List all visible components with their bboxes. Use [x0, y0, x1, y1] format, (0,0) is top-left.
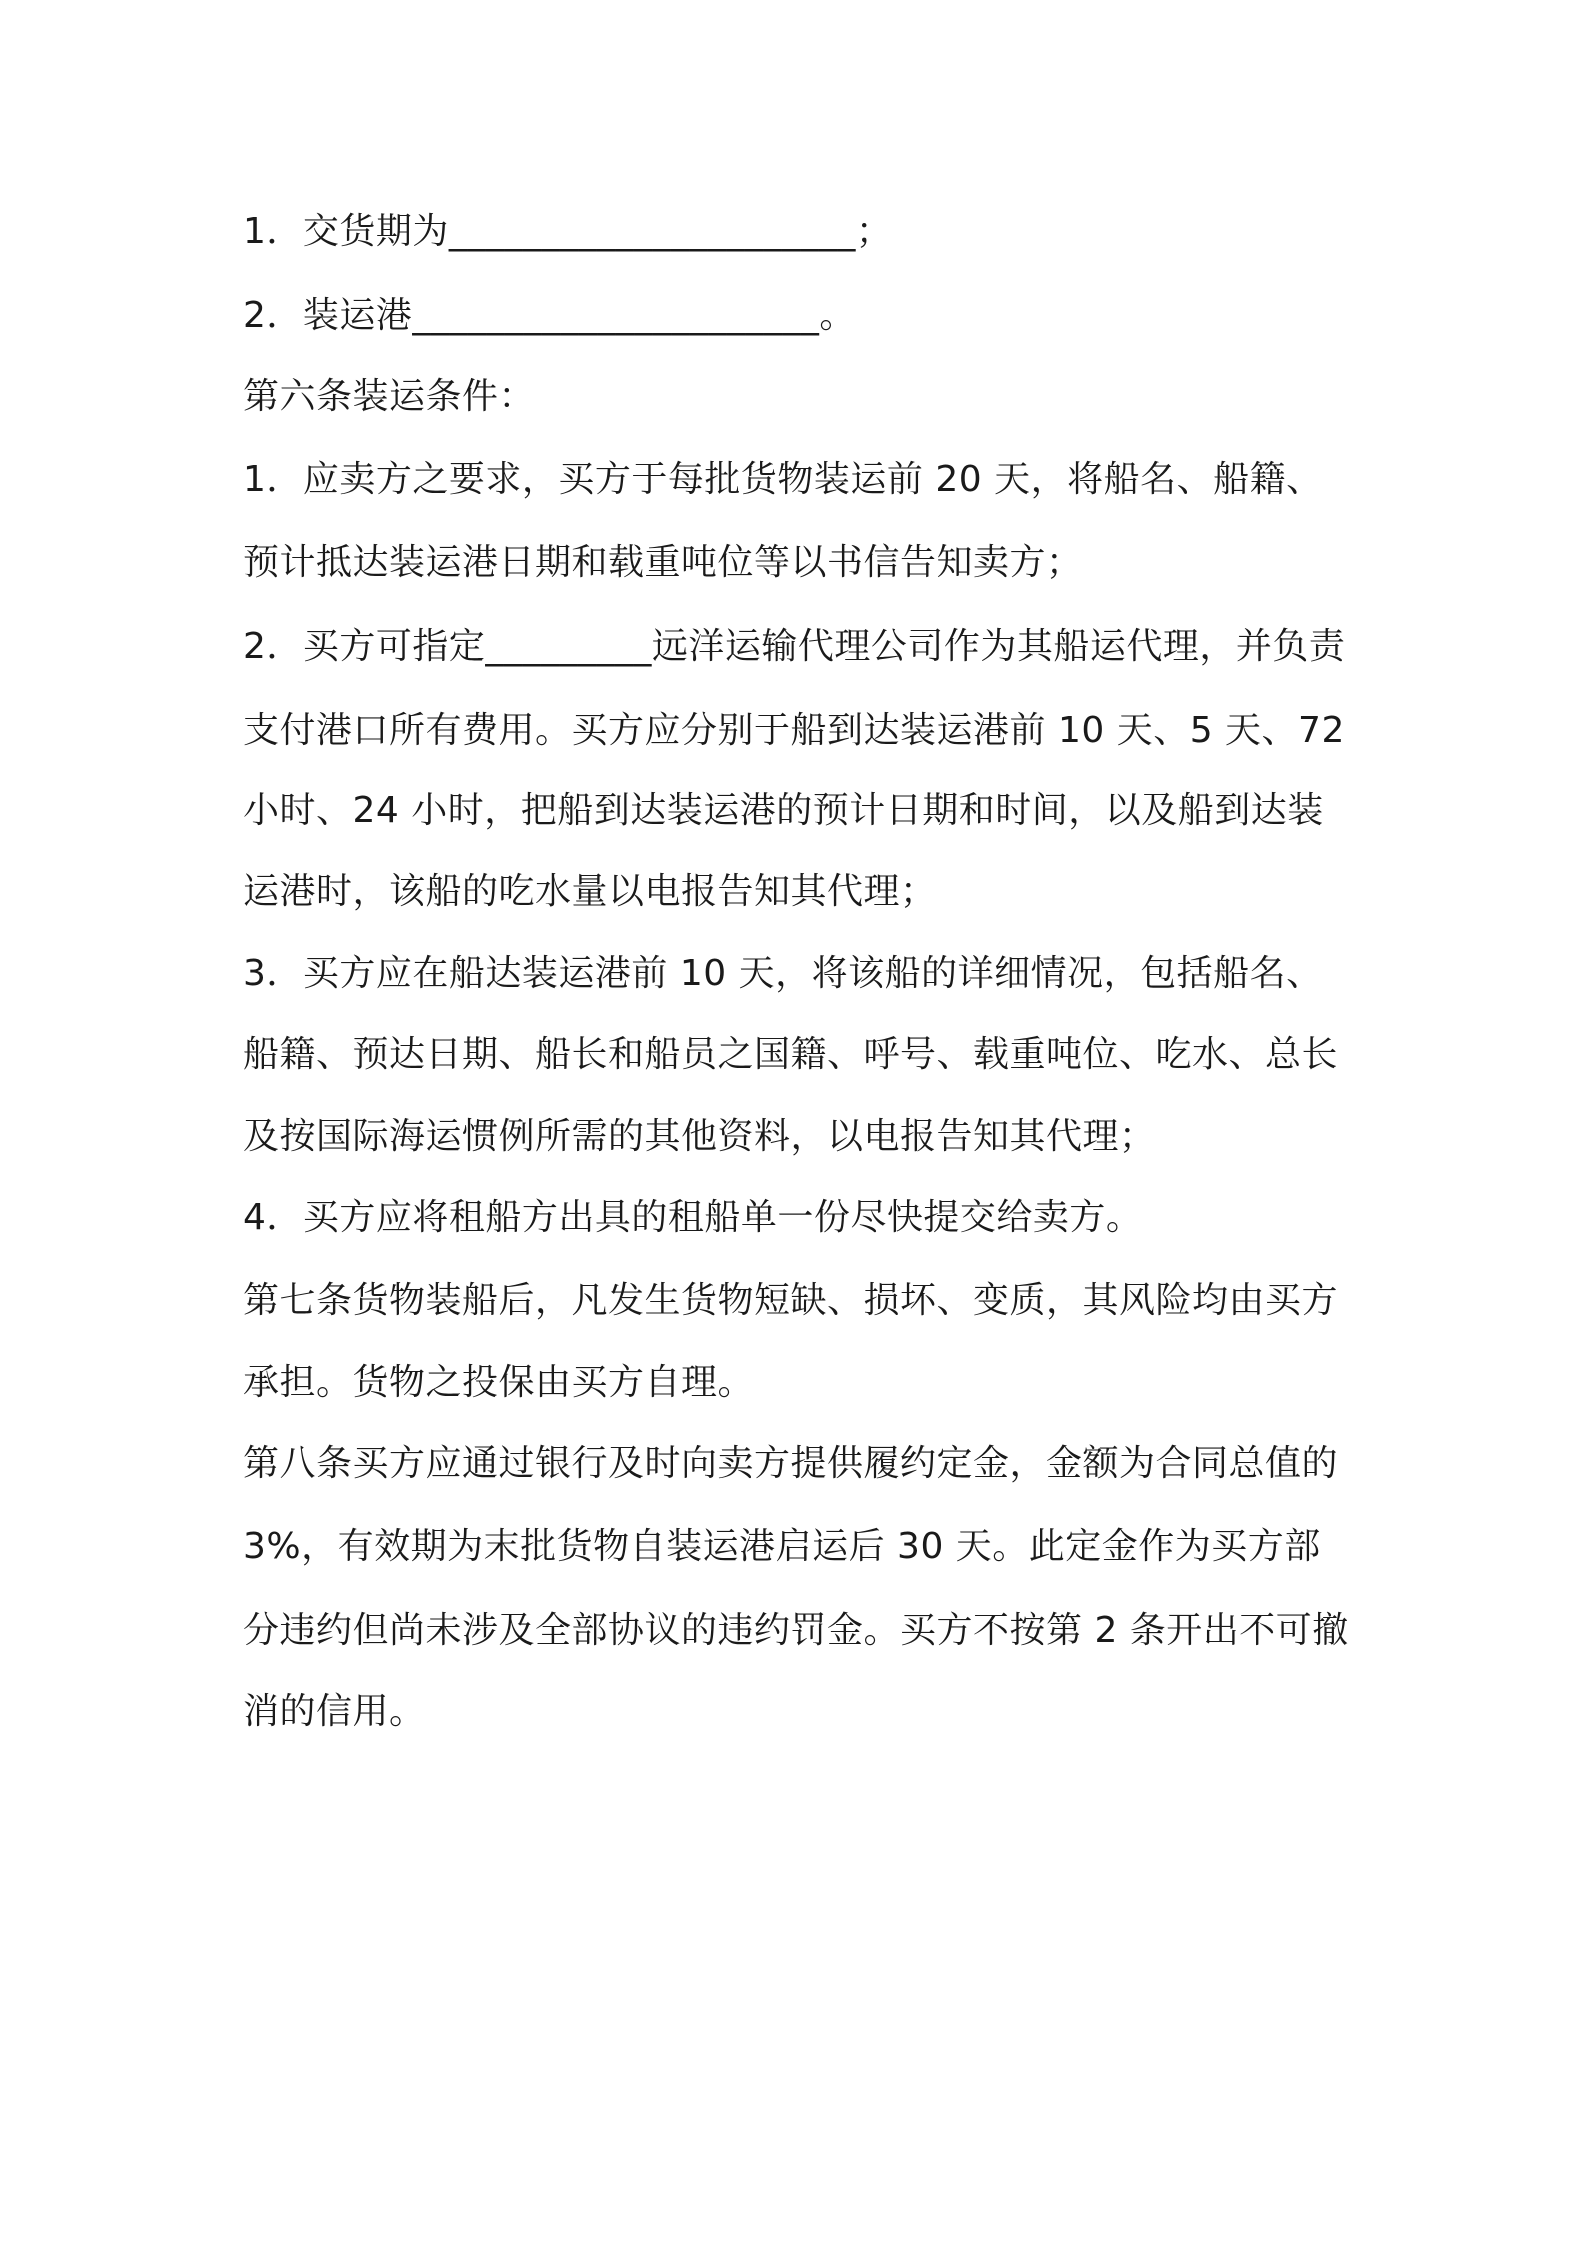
- clause-line: 支付港口所有费用。买方应分别于船到达装运港前 10 天、5 天、72: [243, 710, 1345, 751]
- clause-line: 2．买方可指定_________远洋运输代理公司作为其船运代理，并负责: [243, 626, 1346, 667]
- article-eight-line: 消的信用。: [243, 1691, 426, 1732]
- article-eight-line: 分违约但尚未涉及全部协议的违约罚金。买方不按第 2 条开出不可撤: [243, 1610, 1349, 1651]
- clause-line: 3．买方应在船达装运港前 10 天，将该船的详细情况，包括船名、: [243, 953, 1323, 994]
- clause-line: 预计抵达装运港日期和载重吨位等以书信告知卖方；: [243, 542, 1083, 583]
- clause-line: 小时、24 小时，把船到达装运港的预计日期和时间，以及船到达装: [243, 790, 1324, 831]
- article-heading-shipping-conditions: 第六条装运条件：: [243, 376, 536, 417]
- article-seven-line: 承担。货物之投保由买方自理。: [243, 1362, 755, 1403]
- clause-line: 及按国际海运惯例所需的其他资料，以电报告知其代理；: [243, 1116, 1156, 1157]
- clause-line: 运港时，该船的吃水量以电报告知其代理；: [243, 871, 937, 912]
- clause-line: 船籍、预达日期、船长和船员之国籍、呼号、载重吨位、吃水、总长: [243, 1034, 1339, 1075]
- clause-line: 1．应卖方之要求，买方于每批货物装运前 20 天，将船名、船籍、: [243, 459, 1323, 500]
- article-eight-line: 3%，有效期为末批货物自装运港启运后 30 天。此定金作为买方部: [243, 1526, 1321, 1567]
- clause-line-delivery-period: 1．交货期为______________________；: [243, 211, 893, 252]
- article-seven-line: 第七条货物装船后，凡发生货物短缺、损坏、变质，其风险均由买方: [243, 1280, 1339, 1321]
- article-eight-line: 第八条买方应通过银行及时向卖方提供履约定金，金额为合同总值的: [243, 1443, 1339, 1484]
- clause-line-loading-port: 2．装运港______________________。: [243, 295, 856, 336]
- clause-line: 4．买方应将租船方出具的租船单一份尽快提交给卖方。: [243, 1197, 1143, 1238]
